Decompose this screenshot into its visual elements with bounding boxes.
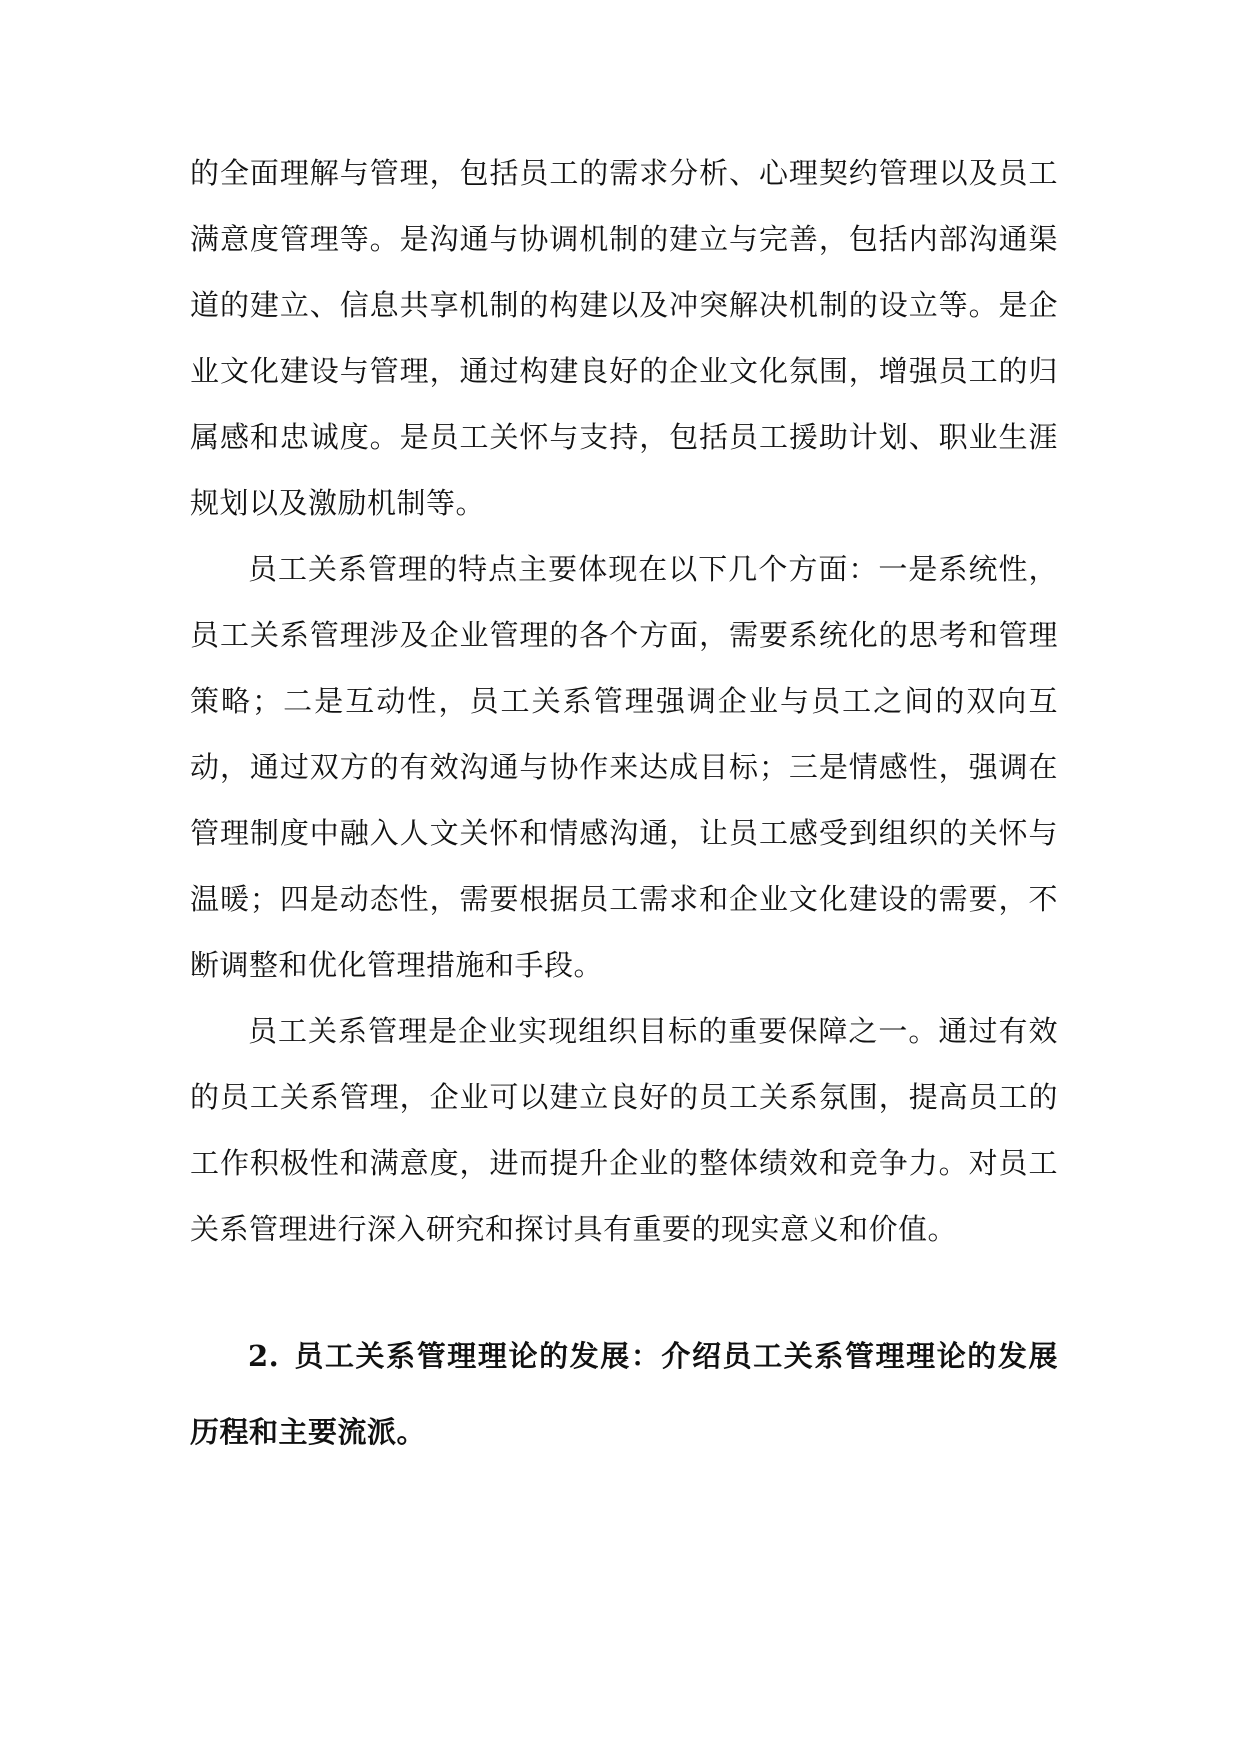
section-heading [190,1318,1058,1470]
paragraph-importance: 员工关系管理是企业实现组织目标的重要保障之一。通过有效的员工关系管理，企业可以建立良好的员工关系氛围，提高员工的工作积极性和满意度，进而提升企业的整体绩效和竞争力。对员工关系管理进行深入研究和探讨具有重要的现实意义和价值。 [190,1014,1058,1246]
paragraph-continued: 的全面理解与管理，包括员工的需求分析、心理契约管理以及员工满意度管理等。是沟通与协调机制的建立与完善，包括内部沟通渠道的建立、信息共享机制的构建以及冲突解决机制的设立等。是企业文化建设与管理，通过构建良好的企业文化氛围，增强员工的归属感和忠诚度。是员工关怀与支持，包括员工援助计划、职业生涯规划以及激励机制等。 [190,156,1058,520]
paragraph-characteristics: 员工关系管理的特点主要体现在以下几个方面：一是系统性，员工关系管理涉及企业管理的各个方面，需要系统化的思考和管理策略；二是互动性，员工关系管理强调企业与员工之间的双向互动，通过双方的有效沟通与协作来达成目标；三是情感性，强调在管理制度中融入人文关怀和情感沟通，让员工感受到组织的关怀与温暖；四是动态性，需要根据员工需求和企业文化建设的需要，不断调整和优化管理措施和手段。 [190,552,1058,982]
section-heading-number: 2. [248,1339,280,1373]
section-heading-text: 员工关系管理理论的发展：介绍员工关系管理理论的发展历程和主要流派。 [190,1339,1058,1449]
document-body [190,140,1058,1470]
